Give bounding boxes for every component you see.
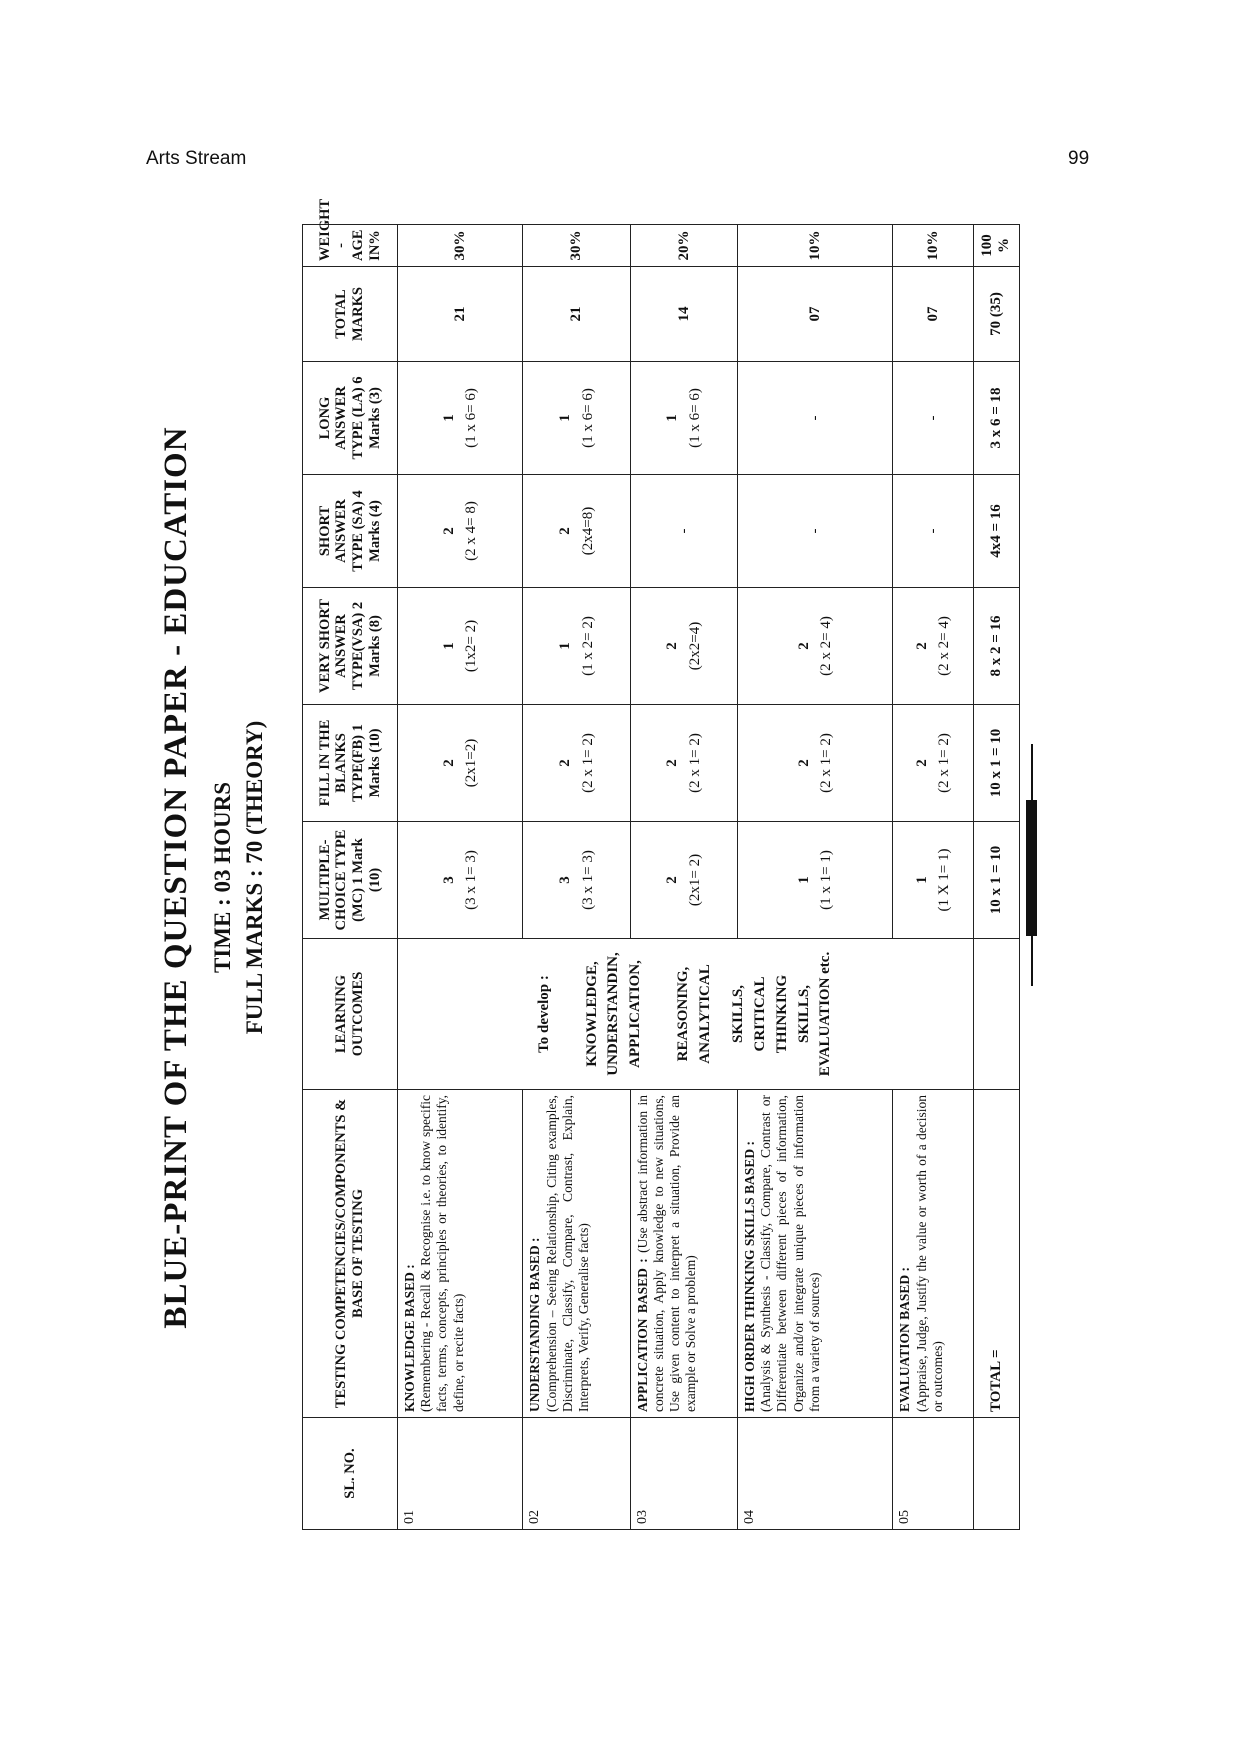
cell-weight: 30% (523, 225, 630, 267)
cell-count: 2 (664, 642, 681, 650)
cell-weight: 20% (630, 225, 737, 267)
outcome-line: THINKING (773, 974, 790, 1054)
cell-count: 2 (664, 876, 681, 884)
table-row (630, 225, 737, 1530)
cell-la (398, 362, 523, 475)
cell-calc: (2x4=8) (579, 506, 596, 556)
col-testing: TESTING COMPETENCIES/COMPONENTS & BASE OF TESTING (303, 1090, 398, 1418)
cell-calc: (2 x 4= 8) (463, 501, 480, 561)
cell-calc: (1x2= 2) (463, 619, 480, 673)
cell-count: 2 (440, 527, 457, 535)
cell-count: 1 (557, 642, 574, 650)
cell-count: 2 (440, 759, 457, 767)
cell-calc: (1 x 6= 6) (463, 388, 480, 448)
cell-count: 3 (440, 876, 457, 884)
cell-count: 2 (557, 527, 574, 535)
total-weight: 100 % (973, 225, 1019, 267)
row-desc: (Appraise, Judge, Justify the value or worth of a decision or outcomes) (913, 1095, 945, 1412)
total-fb: 10 x 1 = 10 (973, 705, 1019, 822)
cell-calc: (1 x 6= 6) (579, 388, 596, 448)
cell-calc: (2 x 2= 4) (818, 616, 835, 676)
outcome-line: KNOWLEDGE, (583, 961, 600, 1067)
row-sl: 02 (523, 1418, 630, 1530)
header-row (303, 225, 398, 1530)
row-competency (893, 1090, 973, 1418)
cell-sa: - (893, 475, 973, 588)
row-sl: 04 (737, 1418, 893, 1530)
cell-count: 2 (557, 759, 574, 767)
table-row (737, 225, 893, 1530)
cell-calc: (2x1= 2) (686, 853, 703, 907)
col-weight: WEIGHT -AGE IN% (303, 225, 398, 267)
cell-sa (523, 475, 630, 588)
cell-la: - (893, 362, 973, 475)
cell-mc (893, 822, 973, 939)
outcomes-intro: To develop : (535, 975, 552, 1053)
cell-mc (630, 822, 737, 939)
col-total: TOTAL MARKS (303, 267, 398, 362)
cell-calc: (3 x 1= 3) (463, 850, 480, 910)
cell-sa: - (737, 475, 893, 588)
cell-weight: 30% (398, 225, 523, 267)
cell-fb (893, 705, 973, 822)
cell-calc: (1 x 2= 2) (579, 616, 596, 676)
cell-calc: (2 x 1= 2) (936, 733, 953, 793)
full-marks: FULL MARKS : 70 (THEORY) (242, 720, 267, 1035)
binder-bar (1026, 800, 1037, 936)
cell-fb (737, 705, 893, 822)
cell-vsa (737, 588, 893, 705)
running-header-stream: Arts Stream (146, 148, 247, 169)
total-outcomes (973, 939, 1019, 1090)
total-sa: 4x4 = 16 (973, 475, 1019, 588)
cell-count: 1 (440, 642, 457, 650)
row-desc: (Analysis & Synthesis - Classify, Compare, Contrast or Differentiate between different pieces of information, Organize and/or integrate unique pieces of information from a variety of sources) (758, 1095, 822, 1412)
cell-total: 14 (630, 267, 737, 362)
outcome-line: REASONING, (674, 966, 691, 1062)
outcome-line: CRITICAL (752, 976, 769, 1052)
row-competency (737, 1090, 893, 1418)
total-vsa: 8 x 2 = 16 (973, 588, 1019, 705)
table-row (523, 225, 630, 1530)
cell-count: 1 (440, 414, 457, 422)
col-fb: FILL IN THE BLANKS TYPE(FB) 1 Marks (10) (303, 705, 398, 822)
total-row (973, 225, 1019, 1530)
cell-count: 1 (795, 876, 812, 884)
cell-vsa (630, 588, 737, 705)
cell-count: 1 (913, 876, 930, 884)
cell-mc (398, 822, 523, 939)
cell-weight: 10% (737, 225, 893, 267)
row-competency (523, 1090, 630, 1418)
cell-calc: (2x1=2) (463, 738, 480, 788)
total-sl (973, 1418, 1019, 1530)
cell-calc: (1 X 1= 1) (936, 848, 953, 912)
row-heading: KNOWLEDGE BASED : (402, 1264, 417, 1412)
rotated-blueprint-page (150, 198, 1020, 1530)
cell-total: 07 (737, 267, 893, 362)
exam-time: TIME : 03 HOURS (210, 781, 235, 974)
cell-sa: - (630, 475, 737, 588)
total-la: 3 x 6 = 18 (973, 362, 1019, 475)
row-desc: (Remembering - Recall & Recognise i.e. to know specific facts, terms, concepts, principles or theories, to identify, define, or recite facts) (418, 1095, 466, 1412)
row-heading: HIGH ORDER THINKING SKILLS BASED : (741, 1141, 757, 1412)
row-heading: EVALUATION BASED : (897, 1266, 913, 1412)
row-sl: 01 (398, 1418, 523, 1530)
col-vsa: VERY SHORT ANSWER TYPE(VSA) 2 Marks (8) (303, 588, 398, 705)
cell-calc: (2 x 1= 2) (818, 733, 835, 793)
outcome-line: ANALYTICAL (696, 964, 713, 1064)
cell-calc: (2x2=4) (686, 621, 703, 671)
row-heading: APPLICATION BASED : (634, 1258, 650, 1412)
col-la: LONG ANSWER TYPE (LA) 6 Marks (3) (303, 362, 398, 475)
cell-count: 2 (795, 642, 812, 650)
cell-fb (523, 705, 630, 822)
cell-fb (398, 705, 523, 822)
outcome-line: SKILLS, (730, 985, 747, 1043)
table-row (893, 225, 973, 1530)
cell-count: 2 (913, 642, 930, 650)
cell-count: 2 (913, 759, 930, 767)
row-sl: 03 (630, 1418, 737, 1530)
cell-la (523, 362, 630, 475)
cell-mc (737, 822, 893, 939)
cell-vsa (523, 588, 630, 705)
cell-fb (630, 705, 737, 822)
row-competency (630, 1090, 737, 1418)
cell-vsa (893, 588, 973, 705)
cell-count: 1 (557, 414, 574, 422)
col-sl: SL. NO. (303, 1418, 398, 1530)
cell-mc (523, 822, 630, 939)
cell-calc: (2 x 1= 2) (686, 733, 703, 793)
row-competency (398, 1090, 523, 1418)
cell-calc: (2 x 1= 2) (579, 733, 596, 793)
cell-count: 2 (664, 759, 681, 767)
cell-la: - (737, 362, 893, 475)
page-title: BLUE-PRINT OF THE QUESTION PAPER - EDUCATION (158, 426, 194, 1329)
cell-calc: (1 x 1= 1) (818, 850, 835, 910)
total-marks: 70 (35) (973, 267, 1019, 362)
cell-weight: 10% (893, 225, 973, 267)
table-row (398, 225, 523, 1530)
row-heading: UNDERSTANDING BASED : (527, 1237, 543, 1412)
cell-calc: (1 x 6= 6) (686, 388, 703, 448)
outcome-line: APPLICATION, (627, 960, 644, 1068)
page-number: 99 (1068, 148, 1090, 169)
cell-vsa (398, 588, 523, 705)
col-mc: MULTIPLE-CHOICE TYPE (MC) 1 Mark (10) (303, 822, 398, 939)
cell-count: 1 (664, 414, 681, 422)
cell-total: 21 (398, 267, 523, 362)
total-label: TOTAL = (973, 1090, 1019, 1418)
col-outcomes: LEARNING OUTCOMES (303, 939, 398, 1090)
col-sa: SHORT ANSWER TYPE (SA) 4 Marks (4) (303, 475, 398, 588)
row-sl: 05 (893, 1418, 973, 1530)
total-mc: 10 x 1 = 10 (973, 822, 1019, 939)
cell-calc: (2 x 2= 4) (936, 616, 953, 676)
learning-outcomes (398, 939, 974, 1090)
cell-count: 3 (557, 876, 574, 884)
row-desc: (Use abstract information in concrete situation, Apply knowledge to new situations, Use given content to interpret a situation, Provide an example or Solve a problem) (634, 1094, 699, 1412)
cell-total: 21 (523, 267, 630, 362)
cell-total: 07 (893, 267, 973, 362)
cell-calc: (3 x 1= 3) (579, 850, 596, 910)
cell-la (630, 362, 737, 475)
row-desc: (Comprehension – Seeing Relationship, Citing examples, Discriminate, Classify, Compare, Contrast, Explain, Interprets, Verify, Generalise facts) (543, 1095, 592, 1412)
cell-sa (398, 475, 523, 588)
outcome-line: EVALUATION etc. (817, 951, 834, 1077)
outcome-line: UNDERSTANDIN, (605, 952, 622, 1076)
outcome-line: SKILLS, (795, 985, 812, 1043)
blueprint-table (302, 198, 1020, 1530)
cell-count: 2 (795, 759, 812, 767)
